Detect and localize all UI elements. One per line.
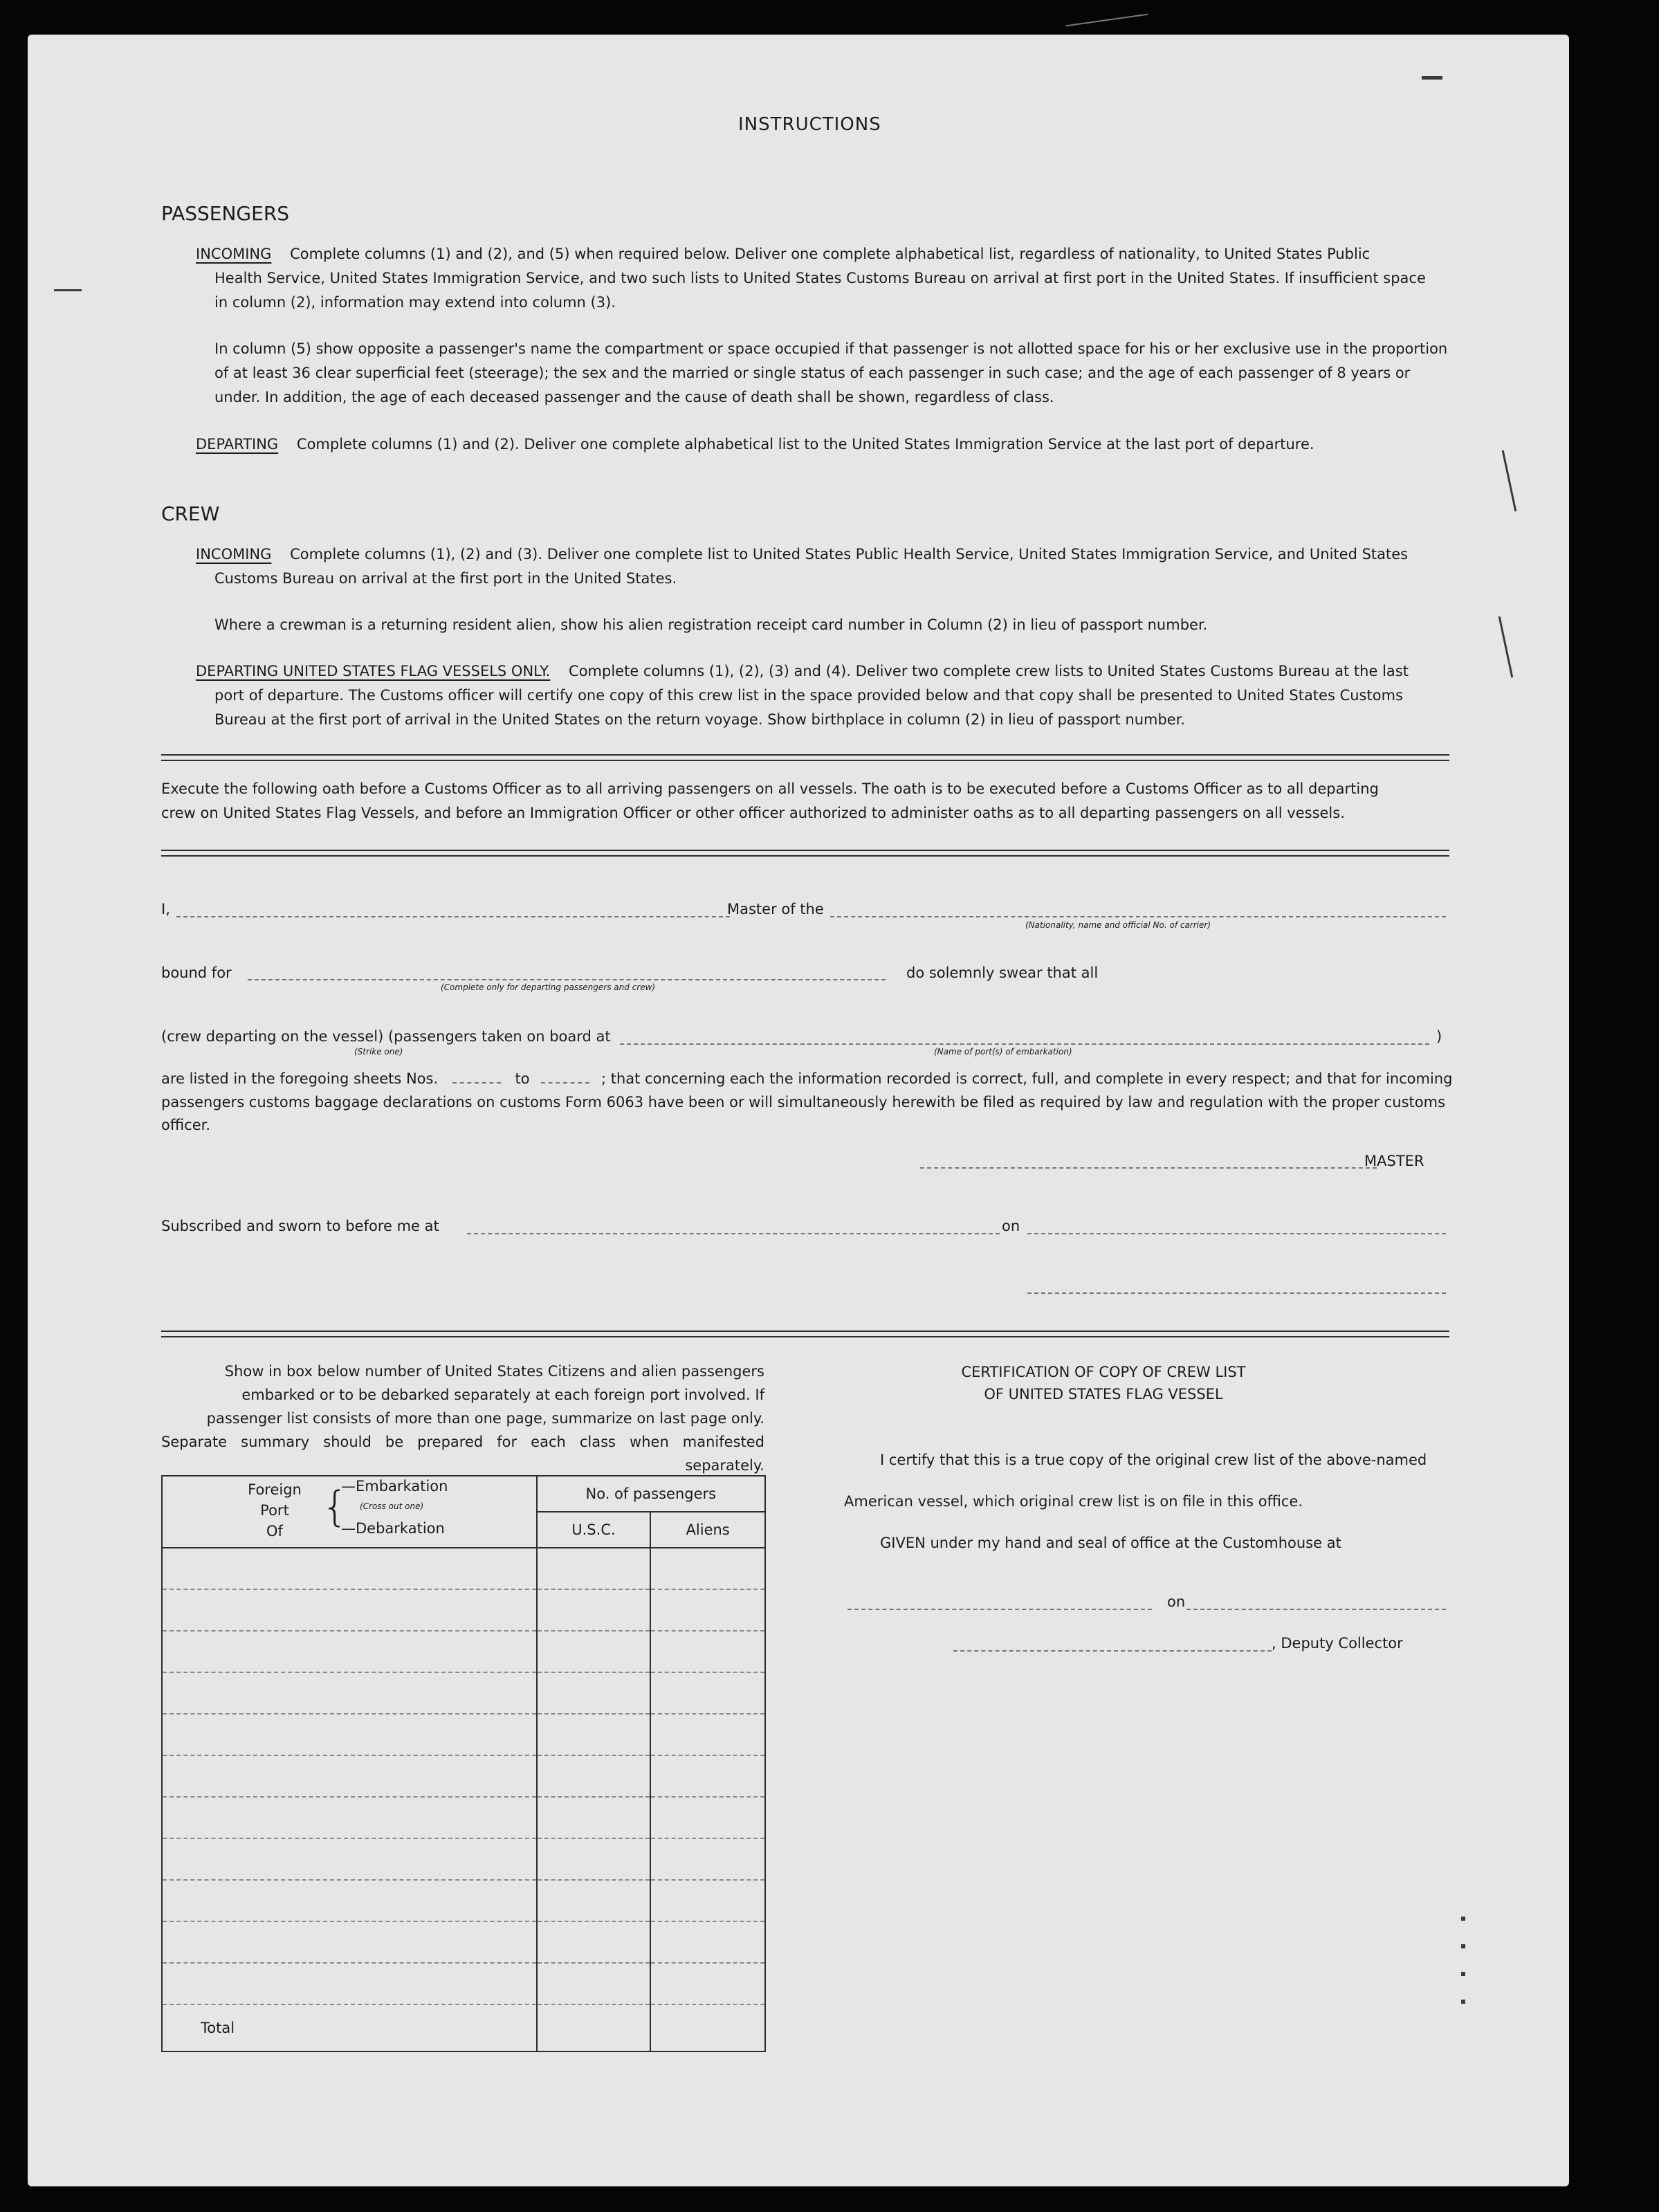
port-label: Port xyxy=(260,1502,289,1519)
usc-cell[interactable] xyxy=(537,1714,651,1755)
double-rule xyxy=(161,754,1449,761)
passengers-para2-line3: under. In addition, the age of each deceased passenger and the cause of death shall be shown, regardless of class. xyxy=(214,389,1054,405)
total-label: Total xyxy=(162,2004,537,2051)
aliens-cell[interactable] xyxy=(650,1797,765,1838)
passengers-departing-text: Complete columns (1) and (2). Deliver one complete alphabetical list to the United States Immigration Service at the last port of departure. xyxy=(296,436,1314,453)
aliens-cell[interactable] xyxy=(650,1714,765,1755)
certification-title-line2: OF UNITED STATES FLAG VESSEL xyxy=(984,1386,1223,1402)
aliens-cell[interactable] xyxy=(650,1880,765,1921)
certification-title-line1: CERTIFICATION OF COPY OF CREW LIST xyxy=(961,1364,1246,1380)
port-cell[interactable] xyxy=(162,1880,537,1921)
no-passengers-header: No. of passengers xyxy=(537,1476,765,1512)
scan-mark xyxy=(54,289,82,291)
crew-incoming-label: INCOMING xyxy=(196,546,272,563)
foreign-label: Foreign xyxy=(248,1481,302,1498)
listed-to: to xyxy=(515,1070,530,1087)
port-cell[interactable] xyxy=(162,1838,537,1880)
table-row xyxy=(162,1672,765,1714)
certification-text-line1: I certify that this is a true copy of the original crew list of the above-named xyxy=(880,1452,1427,1468)
aliens-cell[interactable] xyxy=(650,1838,765,1880)
scan-mark xyxy=(1461,1972,1465,1976)
summary-intro-line1: Show in box below number of United States Citizens and alien passengers xyxy=(224,1363,764,1380)
passengers-incoming-line2: Health Service, United States Immigration Service, and two such lists to United States Customs Bureau on arrival at first port in the United States. If insufficient space xyxy=(214,270,1426,286)
sworn-date-field[interactable] xyxy=(1027,1233,1446,1234)
carrier-field[interactable] xyxy=(830,916,1446,917)
crew-departing-label: DEPARTING UNITED STATES FLAG VESSELS ONLY. xyxy=(196,663,551,679)
page-title: INSTRUCTIONS xyxy=(738,114,881,135)
passengers-para2-line2: of at least 36 clear superficial feet (steerage); the sex and the married or single status of each passenger in such case; and the age of each passenger of 8 years or xyxy=(214,365,1411,381)
listed-line1 xyxy=(161,1070,1452,1087)
aliens-cell[interactable] xyxy=(650,1548,765,1589)
master-of-label: Master of the xyxy=(727,901,824,917)
aliens-cell[interactable] xyxy=(650,1963,765,2004)
double-rule xyxy=(161,850,1449,857)
debarkation-label: —Debarkation xyxy=(341,1520,445,1537)
total-aliens-cell[interactable] xyxy=(650,2004,765,2051)
passengers-incoming-text1: Complete columns (1) and (2), and (5) when required below. Deliver one complete alphabetical list, regardless of nationality, to United States Public xyxy=(290,246,1371,262)
passengers-departing-label: DEPARTING xyxy=(196,436,279,453)
aliens-cell[interactable] xyxy=(650,1921,765,1963)
aliens-cell[interactable] xyxy=(650,1589,765,1631)
port-cell[interactable] xyxy=(162,1755,537,1797)
passengers-departing xyxy=(196,432,1314,457)
master-label: MASTER xyxy=(1364,1153,1424,1169)
port-header-cell xyxy=(162,1476,537,1548)
listed-text-b: ; that concerning each the information recorded is correct, full, and complete in every respect; and that for incoming xyxy=(601,1070,1453,1087)
usc-cell[interactable] xyxy=(537,1589,651,1631)
ports-caption: (Name of port(s) of embarkation) xyxy=(934,1047,1072,1057)
scan-mark xyxy=(1422,76,1442,80)
usc-cell[interactable] xyxy=(537,1797,651,1838)
deputy-collector-label: , Deputy Collector xyxy=(1272,1635,1403,1652)
summary-intro-line2: embarked or to be debarked separately at each foreign port involved. If xyxy=(241,1387,764,1403)
nationality-caption: (Nationality, name and official No. of carrier) xyxy=(1025,920,1211,930)
table-row xyxy=(162,1755,765,1797)
scan-mark xyxy=(1461,1917,1465,1921)
summary-intro-line4: Separate summary should be prepared for each class when manifested separately. xyxy=(161,1434,764,1474)
passengers-incoming-line1 xyxy=(196,242,1476,266)
oath-intro-line2: crew on United States Flag Vessels, and before an Immigration Officer or other officer authorized to administer oaths as to all departing passengers on all vessels. xyxy=(161,805,1345,821)
bound-for-label: bound for xyxy=(161,965,232,981)
usc-cell[interactable] xyxy=(537,1548,651,1589)
table-row xyxy=(162,1797,765,1838)
document-page xyxy=(28,35,1569,2186)
table-row xyxy=(162,1714,765,1755)
scan-mark xyxy=(1461,2000,1465,2004)
crew-departing-line2: port of departure. The Customs officer will certify one copy of this crew list in the space provided below and that copy shall be presented to United States Customs xyxy=(214,687,1403,704)
bound-for-field[interactable] xyxy=(248,979,886,980)
crew-departing-text: (crew departing on the vessel) (passengers taken on board at xyxy=(161,1028,611,1045)
usc-cell[interactable] xyxy=(537,1963,651,2004)
usc-cell[interactable] xyxy=(537,1672,651,1714)
passengers-heading: PASSENGERS xyxy=(161,202,290,225)
oath-intro-line1: Execute the following oath before a Customs Officer as to all arriving passengers on all vessels. The oath is to be executed before a Customs Officer as to all departing xyxy=(161,780,1379,797)
usc-cell[interactable] xyxy=(537,1755,651,1797)
given-text: GIVEN under my hand and seal of office at the Customhouse at xyxy=(880,1535,1341,1551)
passengers-incoming-line3: in column (2), information may extend into column (3). xyxy=(214,294,616,311)
listed-text-a: are listed in the foregoing sheets Nos. xyxy=(161,1070,439,1087)
summary-intro xyxy=(161,1360,764,1477)
certification-date-field[interactable] xyxy=(1186,1609,1446,1610)
of-label: Of xyxy=(266,1523,283,1539)
usc-cell[interactable] xyxy=(537,1631,651,1672)
table-row xyxy=(162,1921,765,1963)
crew-incoming-text1: Complete columns (1), (2) and (3). Deliver one complete list to United States Public Health Service, United States Immigration Service, and United States xyxy=(290,546,1409,563)
port-cell[interactable] xyxy=(162,1963,537,2004)
bound-caption: (Complete only for departing passengers and crew) xyxy=(441,982,656,992)
aliens-cell[interactable] xyxy=(650,1672,765,1714)
aliens-cell[interactable] xyxy=(650,1755,765,1797)
table-row xyxy=(162,1838,765,1880)
port-cell[interactable] xyxy=(162,1631,537,1672)
certification-title xyxy=(865,1361,1342,1405)
port-header-labels xyxy=(240,1479,309,1542)
double-rule xyxy=(161,1331,1449,1337)
sheet-from-field[interactable] xyxy=(452,1082,501,1084)
port-cell[interactable] xyxy=(162,1672,537,1714)
strike-caption: (Strike one) xyxy=(354,1047,403,1057)
passenger-summary-table xyxy=(161,1475,766,2052)
certification-on-label: on xyxy=(1167,1593,1186,1610)
table-row xyxy=(162,1631,765,1672)
master-name-field[interactable] xyxy=(176,916,730,917)
port-cell[interactable] xyxy=(162,1797,537,1838)
embarkation-ports-field[interactable] xyxy=(620,1043,1429,1045)
table-row xyxy=(162,1589,765,1631)
port-cell[interactable] xyxy=(162,1589,537,1631)
oath-i-label: I, xyxy=(161,901,170,917)
port-cell[interactable] xyxy=(162,1548,537,1589)
port-cell[interactable] xyxy=(162,1714,537,1755)
embarkation-label: —Embarkation xyxy=(341,1478,448,1495)
crew-departing-text1: Complete columns (1), (2), (3) and (4). Deliver two complete crew lists to United States Customs Bureau at the last xyxy=(569,663,1409,679)
summary-intro-line3: passenger list consists of more than one page, summarize on last page only. xyxy=(206,1410,764,1427)
deputy-collector-field[interactable] xyxy=(953,1650,1272,1652)
cross-out-caption: (Cross out one) xyxy=(360,1501,424,1511)
sworn-on-label: on xyxy=(1002,1218,1020,1234)
scan-mark xyxy=(1461,1944,1465,1948)
usc-cell[interactable] xyxy=(537,1880,651,1921)
brace: { xyxy=(322,1483,349,1531)
usc-cell[interactable] xyxy=(537,1838,651,1880)
certification-text-line2: American vessel, which original crew list is on file in this office. xyxy=(844,1493,1303,1510)
crew-incoming-line2: Customs Bureau on arrival at the first port in the United States. xyxy=(214,570,677,587)
listed-line3: officer. xyxy=(161,1117,210,1133)
total-row xyxy=(162,2004,765,2051)
officer-signature-field[interactable] xyxy=(1027,1292,1446,1294)
aliens-cell[interactable] xyxy=(650,1631,765,1672)
subscribed-label: Subscribed and sworn to before me at xyxy=(161,1218,439,1234)
crew-resident-text: Where a crewman is a returning resident alien, show his alien registration receipt card number in Column (2) in lieu of passport number. xyxy=(214,616,1208,633)
total-usc-cell[interactable] xyxy=(537,2004,651,2051)
scan-mark xyxy=(1502,450,1517,512)
scan-mark xyxy=(1498,616,1514,678)
crew-departing-line1 xyxy=(196,659,1409,684)
table-row xyxy=(162,1548,765,1589)
sworn-place-field[interactable] xyxy=(467,1233,1000,1234)
passengers-para2-line1: In column (5) show opposite a passenger's name the compartment or space occupied if that passenger is not allotted space for his or her exclusive use in the proportion xyxy=(214,340,1448,357)
listed-line2: passengers customs baggage declarations on customs Form 6063 have been or will simultaneously herewith be filed as required by law and regulation with the proper customs xyxy=(161,1094,1446,1110)
usc-cell[interactable] xyxy=(537,1921,651,1963)
usc-header: U.S.C. xyxy=(537,1512,651,1548)
master-signature-field[interactable] xyxy=(920,1167,1377,1169)
aliens-header: Aliens xyxy=(650,1512,765,1548)
table-row xyxy=(162,1963,765,2004)
table-row xyxy=(162,1880,765,1921)
port-cell[interactable] xyxy=(162,1921,537,1963)
crew-heading: CREW xyxy=(161,502,220,525)
crew-departing-line3: Bureau at the first port of arrival in the United States on the return voyage. Show birthplace in column (2) in lieu of passport number. xyxy=(214,711,1186,728)
passengers-incoming-label: INCOMING xyxy=(196,246,272,262)
crew-incoming-line1 xyxy=(196,542,1408,567)
sheet-to-field[interactable] xyxy=(541,1082,589,1084)
customhouse-field[interactable] xyxy=(847,1609,1152,1610)
swear-text: do solemnly swear that all xyxy=(906,965,1099,981)
scan-mark xyxy=(1065,14,1148,27)
close-paren: ) xyxy=(1436,1028,1442,1045)
